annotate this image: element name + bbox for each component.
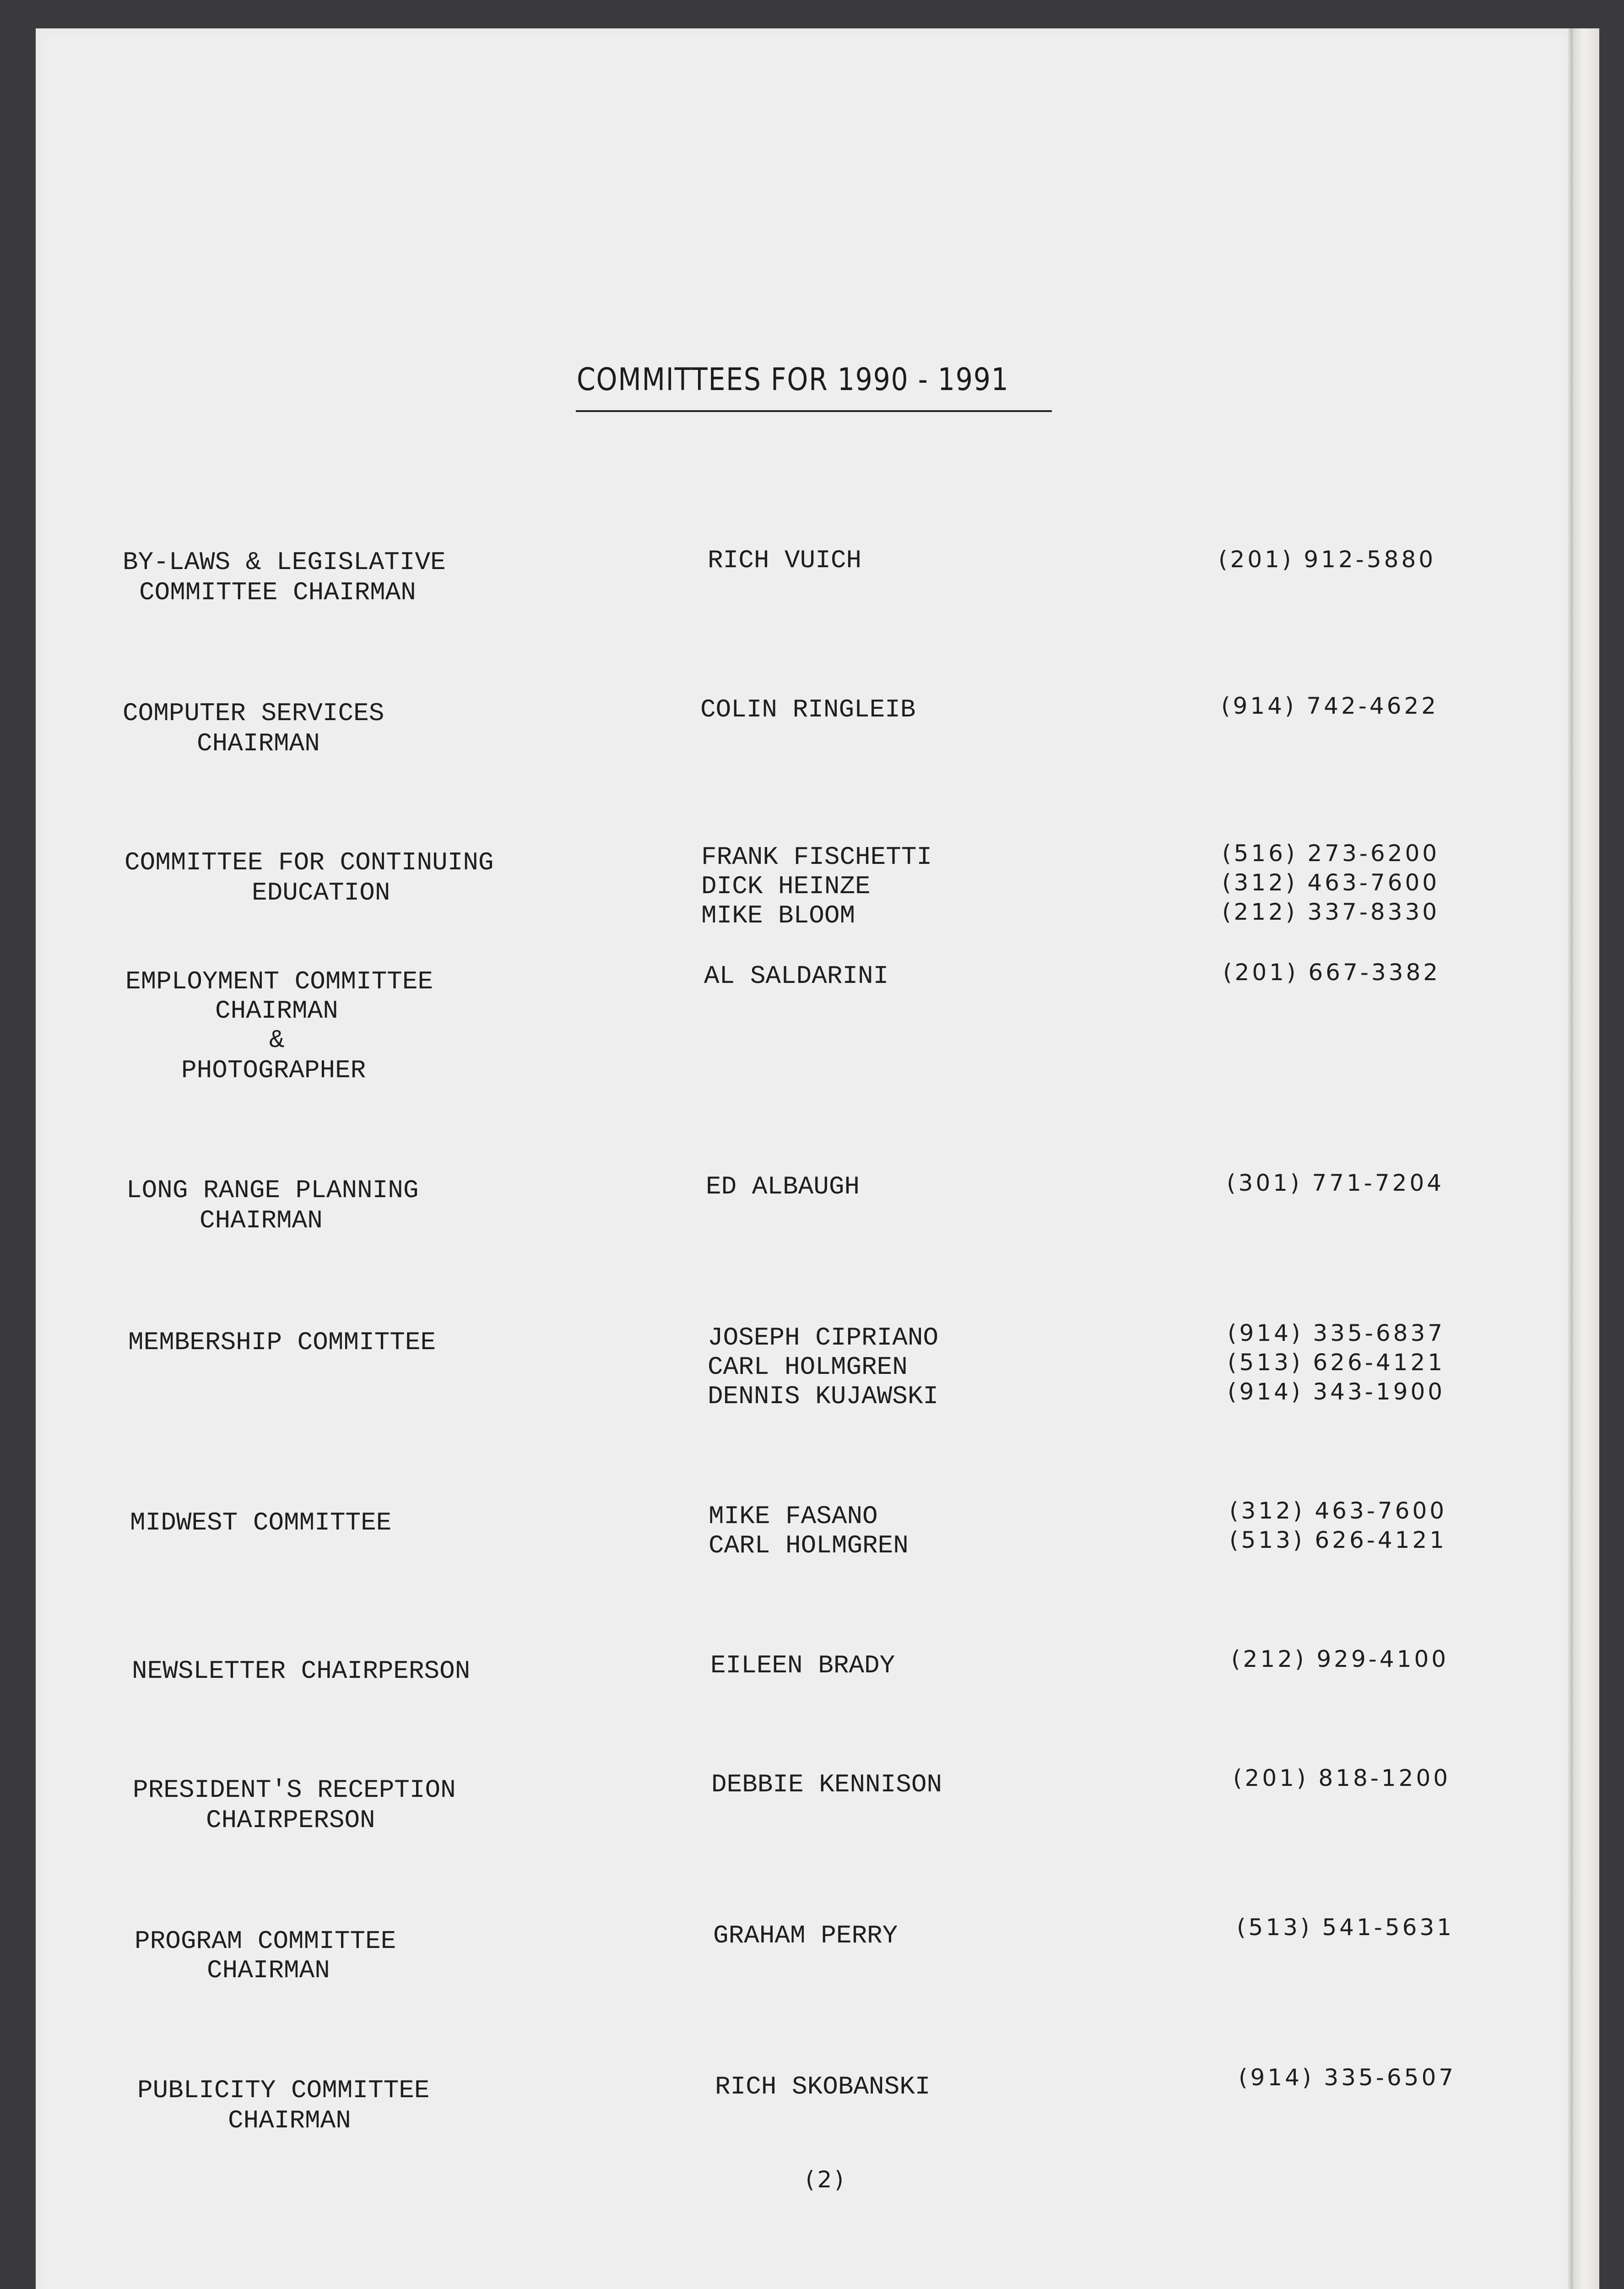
document-title: COMMITTEES FOR 1990 - 1991 — [577, 362, 1009, 398]
committee-name-line: MIDWEST COMMITTEE — [130, 1508, 392, 1537]
member-name: COLIN RINGLEIB — [700, 695, 916, 724]
member-phone: (516) 273-6200 — [1222, 840, 1440, 867]
member-name: RICH SKOBANSKI — [715, 2072, 931, 2101]
member-phone: (201) 818-1200 — [1233, 1765, 1451, 1791]
committee-name-line: PRESIDENT'S RECEPTION — [133, 1775, 456, 1805]
member-phone: (513) 626-4121 — [1229, 1527, 1447, 1553]
committee-name-line: COMMITTEE FOR CONTINUING — [125, 848, 494, 877]
member-name: CARL HOLMGREN — [709, 1531, 909, 1560]
member-name: DENNIS KUJAWSKI — [708, 1382, 939, 1411]
committee-name-line: NEWSLETTER CHAIRPERSON — [132, 1656, 471, 1686]
member-phone: (201) 667-3382 — [1223, 959, 1441, 986]
committee-name-line: CHAIRPERSON — [206, 1806, 375, 1835]
committee-name-line: PHOTOGRAPHER — [181, 1056, 366, 1085]
committee-name-line: & — [269, 1025, 285, 1055]
committee-name-line: MEMBERSHIP COMMITTEE — [128, 1328, 436, 1357]
committee-name-line: CHAIRMAN — [215, 996, 338, 1025]
committee-name-line: BY-LAWS & LEGISLATIVE — [123, 548, 446, 577]
committee-name-line: PUBLICITY COMMITTEE — [137, 2076, 430, 2105]
next-page-edge — [1573, 28, 1599, 2289]
committee-name-line: PROGRAM COMMITTEE — [135, 1926, 396, 1956]
member-name: EILEEN BRADY — [710, 1651, 895, 1680]
member-phone: (513) 626-4121 — [1228, 1349, 1445, 1376]
member-phone: (312) 463-7600 — [1229, 1497, 1447, 1524]
committee-name-line: LONG RANGE PLANNING — [126, 1176, 419, 1205]
member-name: ED ALBAUGH — [706, 1172, 860, 1201]
committee-name-line: EDUCATION — [252, 878, 390, 907]
member-name: MIKE FASANO — [709, 1502, 878, 1531]
member-name: FRANK FISCHETTI — [701, 842, 932, 872]
member-phone: (312) 463-7600 — [1222, 869, 1440, 896]
committee-name-line: CHAIRMAN — [228, 2106, 351, 2135]
member-phone: (301) 771-7204 — [1227, 1170, 1445, 1196]
committee-name-line: COMMITTEE CHAIRMAN — [139, 578, 416, 607]
member-phone: (914) 335-6507 — [1239, 2064, 1456, 2091]
committee-name-line: CHAIRMAN — [200, 1206, 323, 1235]
committee-name-line: EMPLOYMENT COMMITTEE — [125, 967, 433, 996]
title-underline — [576, 410, 1052, 412]
member-phone: (513) 541-5631 — [1237, 1914, 1455, 1941]
committee-name-line: CHAIRMAN — [197, 729, 320, 758]
member-phone: (212) 337-8330 — [1222, 899, 1440, 925]
member-name: RICH VUICH — [708, 546, 862, 575]
committee-name-line: COMPUTER SERVICES — [123, 699, 384, 728]
member-phone: (914) 335-6837 — [1228, 1320, 1445, 1346]
member-name: DEBBIE KENNISON — [711, 1770, 942, 1799]
member-name: AL SALDARINI — [704, 961, 889, 991]
member-name: DICK HEINZE — [701, 872, 871, 901]
member-phone: (914) 343-1900 — [1228, 1378, 1445, 1405]
member-name: GRAHAM PERRY — [713, 1921, 898, 1950]
member-phone: (201) 912-5880 — [1218, 546, 1436, 573]
member-name: JOSEPH CIPRIANO — [708, 1323, 939, 1352]
page-number: (2) — [806, 2166, 846, 2193]
member-name: CARL HOLMGREN — [708, 1352, 908, 1382]
member-phone: (212) 929-4100 — [1231, 1646, 1449, 1672]
member-phone: (914) 742-4622 — [1221, 693, 1439, 719]
committee-name-line: CHAIRMAN — [207, 1956, 330, 1985]
member-name: MIKE BLOOM — [701, 901, 855, 930]
